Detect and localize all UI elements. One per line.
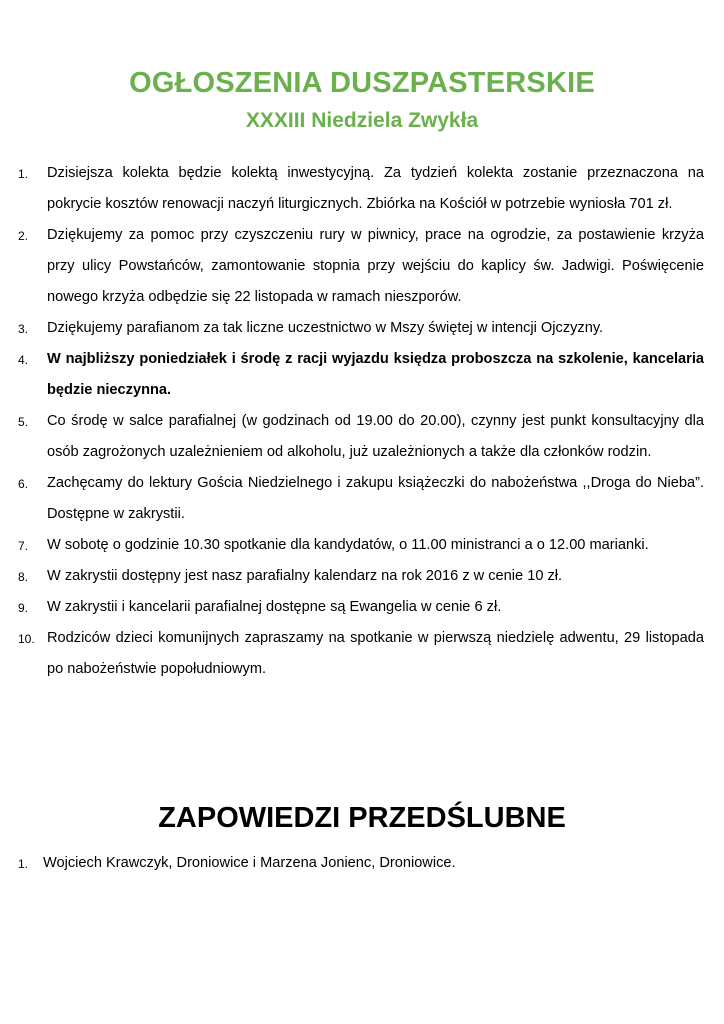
announcements-list (18, 158, 704, 685)
item-number: 6. (18, 477, 29, 491)
list-item (18, 592, 704, 623)
item-text: Dziękujemy parafianom za tak liczne uczestnictwo w Mszy świętej w intencji Ojczyzny. (47, 320, 604, 336)
item-text: W zakrystii dostępny jest nasz parafialny kalendarz na rok 2016 z w cenie 10 zł. (47, 568, 563, 584)
list-item (18, 468, 704, 530)
item-text: Dzisiejsza kolekta będzie kolektą inwestycyjną. Za tydzień kolekta zostanie przeznaczona na pokrycie kosztów renowacji naczyń liturgicznych. Zbiórka na Kościół w potrzebie wyniosła 701 zł. (47, 165, 704, 212)
page-title: OGŁOSZENIA DUSZPASTERSKIE (129, 67, 595, 99)
item-number: 9. (18, 601, 29, 615)
item-text: Zachęcamy do lektury Gościa Niedzielnego i zakupu książeczki do nabożeństwa ,,Droga do Nieba”. Dostępne w zakrystii. (47, 475, 704, 522)
item-number: 1. (18, 857, 29, 871)
list-item (18, 406, 704, 468)
item-text: W sobotę o godzinie 10.30 spotkanie dla kandydatów, o 11.00 ministranci a o 12.00 marianki. (47, 537, 649, 553)
item-number: 3. (18, 322, 29, 336)
item-number: 1. (18, 167, 29, 181)
item-text: W zakrystii i kancelarii parafialnej dostępne są Ewangelia w cenie 6 zł. (47, 599, 502, 615)
list-item (18, 623, 704, 685)
item-text: Dziękujemy za pomoc przy czyszczeniu rury w piwnicy, prace na ogrodzie, za postawienie krzyża przy ulicy Powstańców, zamontowanie stopnia przy wejściu do kaplicy św. Jadwigi. Poświęcenie nowego krzyża odbędzie się 22 listopada w ramach nieszporów. (47, 227, 704, 305)
item-text-bold: W najbliższy poniedziałek i środę z racji wyjazdu księdza proboszcza na szkolenie, kancelaria będzie nieczynna. (47, 351, 704, 398)
list-item (18, 220, 704, 313)
item-number: 5. (18, 415, 29, 429)
list-item (18, 313, 704, 344)
banns-title: ZAPOWIEDZI PRZEDŚLUBNE (158, 802, 566, 834)
item-text: Wojciech Krawczyk, Droniowice i Marzena Jonienc, Droniowice. (43, 855, 456, 871)
item-number: 7. (18, 539, 29, 553)
item-text: Co środę w salce parafialnej (w godzinach od 19.00 do 20.00), czynny jest punkt konsultacyjny dla osób zagrożonych uzależnieniem od alkoholu, już uzależnionych a także dla członków rodzin. (47, 413, 704, 460)
item-number: 8. (18, 570, 29, 584)
page-subtitle: XXXIII Niedziela Zwykła (245, 109, 479, 132)
banns-list (18, 848, 704, 878)
list-item (18, 344, 704, 406)
list-item (18, 561, 704, 592)
list-item (18, 848, 704, 878)
item-number: 2. (18, 229, 29, 243)
item-number: 4. (18, 353, 29, 367)
item-text: Rodziców dzieci komunijnych zapraszamy na spotkanie w pierwszą niedzielę adwentu, 29 listopada po nabożeństwie popołudniowym. (47, 630, 704, 677)
list-item (18, 158, 704, 220)
list-item (18, 530, 704, 561)
item-number: 10. (18, 632, 35, 646)
